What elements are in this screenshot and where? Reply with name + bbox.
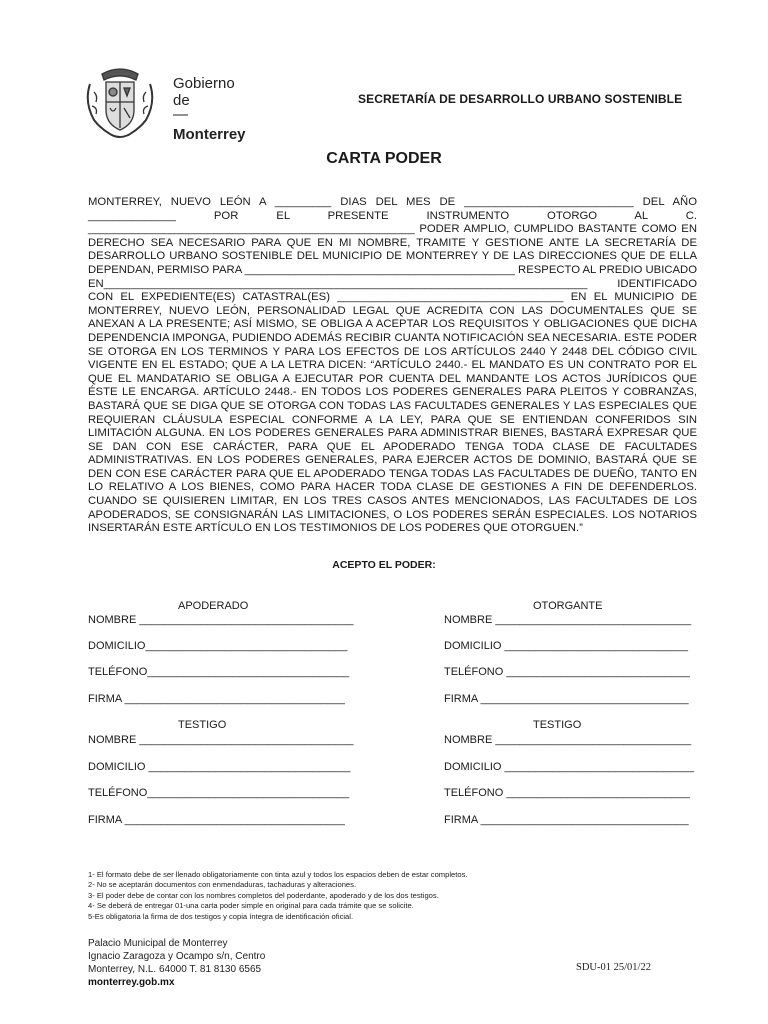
logo-line-monterrey: Monterrey <box>173 126 246 143</box>
otorgante-telefono-field[interactable]: TELÉFONO ______________________________ <box>444 666 690 678</box>
apoderado-firma-field[interactable]: FIRMA ____________________________________ <box>88 693 345 705</box>
monterrey-logo <box>80 62 246 143</box>
instructions-notes <box>88 870 468 922</box>
power-of-attorney-text: MONTERREY, NUEVO LEÓN A _________ DIAS DEL MES DE ___________________________ DEL AÑO ______________ POR EL PRESENTE INSTRUMENTO OTORGO AL C. ____________________________________________________ PODER AMPLIO, CUMPLIDO BASTANTE COMO EN DERECHO SEA NECESARIO PARA QUE EN MI NOMBRE, TRAMITE Y GESTIONE ANTE LA SECRETARÍA DE DESARROLLO URBANO SOSTENIBLE DEL MUNICIPIO DE MONTERREY Y DE LAS DIRECCIONES QUE DE ELLA DEPENDAN, PERMISO PARA ___________________________________________ RESPECTO AL PREDIO UBICADO EN_____________________________________________________________________________ IDENTIFICADO CON EL EXPEDIENTE(ES) CATASTRAL(ES) ____________________________________ EN EL MUNICIPIO DE MONTERREY, NUEVO LEÓN, PERSONALIDAD LEGAL QUE ACREDITA CON LAS DOCUMENTALES QUE SE ANEXAN A LA PRESENTE; ASÍ MISMO, SE OBLIGA A ACEPTAR LOS REQUISITOS Y OBLIGACIONES QUE DICHA DEPENDENCIA IMPONGA, PUDIENDO ADEMÁS RECIBIR CUANTA NOTIFICACIÓN SEA NECESARIA. ESTE PODER SE OTORGA EN LOS TERMINOS Y PARA LOS EFECTOS DE LOS ARTÍCULOS 2440 Y 2448 DEL CÓDIGO CIVIL VIGENTE EN EL ESTADO; QUE A LA LETRA DICEN: “ARTÍCULO 2440.- EL MANDATO ES UN CONTRATO POR EL QUE EL MANDATARIO SE OBLIGA A EJECUTAR POR CUENTA DEL MANDANTE LOS ACTOS JURÍDICOS QUE ÉSTE LE ENCARGA. ARTÍCULO 2448.- EN TODOS LOS PODERES GENERALES PARA PLEITOS Y COBRANZAS, BASTARÁ QUE SE DIGA QUE SE OTORGA CON TODAS LAS FACULTADES GENERALES Y LAS ESPECIALES QUE REQUIERAN CLÁUSULA ESPECIAL CONFORME A LA LEY, PARA QUE SE ENTIENDAN CONFERIDOS SIN LIMITACIÓN ALGUNA. EN LOS PODERES GENERALES PARA ADMINISTRAR BIENES, BASTARÁ EXPRESAR QUE SE DAN CON ESE CARÁCTER, PARA QUE EL APODERADO TENGA TODA CLASE DE FACULTADES ADMINISTRATIVAS. EN LOS PODERES GENERALES, PARA EJERCER ACTOS DE DOMINIO, BASTARÁ QUE SE DEN CON ESE CARÁCTER PARA QUE EL APODERADO TENGA TODAS LAS FACULTADES DE DUEÑO, TANTO EN LO RELATIVO A LOS BIENES, COMO PARA HACER TODA CLASE DE GESTIONES A FIN DE DEFENDERLOS. CUANDO SE QUISIEREN LIMITAR, EN LOS TRES CASOS ANTES MENCIONADOS, LAS FACULTADES DE LOS APODERADOS, SE CONSIGNARÁN LAS LIMITACIONES, O LOS PODERES SERÁN ESPECIALES. LOS NOTARIOS INSERTARÁN ESTE ARTÍCULO EN LOS TESTIMONIOS DE LOS PODERES QUE OTORGUEN.” <box>88 196 697 535</box>
testigo-left-domicilio-field[interactable]: DOMICILIO _________________________________ <box>88 761 351 773</box>
testigo-right-firma-field[interactable]: FIRMA __________________________________ <box>444 814 689 826</box>
otorgante-domicilio-field[interactable]: DOMICILIO ______________________________ <box>444 640 689 652</box>
note-item: 5-Es obligatoria la firma de dos testigos y copia íntegra de identificación oficial. <box>88 911 354 921</box>
note-item: 4- Se deberá de entregar 01-una carta poder simple en original para cada trámite que se solicite. <box>88 901 414 911</box>
footer-line-street: Ignacio Zaragoza y Ocampo s/n, Centro <box>88 951 266 962</box>
footer-line-city-phone: Monterrey, N.L. 64000 T. 81 8130 6565 <box>88 964 262 975</box>
apoderado-heading: APODERADO <box>178 600 249 612</box>
testigo-right-nombre-field[interactable]: NOMBRE ________________________________ <box>444 734 692 746</box>
testigo-left-heading: TESTIGO <box>178 719 227 731</box>
apoderado-telefono-field[interactable]: TELÉFONO_________________________________ <box>88 666 350 678</box>
logo-line-de: de <box>173 92 190 109</box>
footer-website-link[interactable]: monterrey.gob.mx <box>88 977 175 988</box>
note-item: 1- El formato debe de ser llenado obligatoriamente con tinta azul y todos los espacios deben de estar completos. <box>88 870 468 879</box>
document-title: CARTA PODER <box>326 150 442 167</box>
otorgante-heading: OTORGANTE <box>533 600 603 612</box>
note-item: 3- El poder debe de contar con los nombres completos del poderdante, apoderado y de los dos testigos. <box>88 890 439 900</box>
testigo-right-domicilio-field[interactable]: DOMICILIO _______________________________ <box>444 761 695 773</box>
department-name: SECRETARÍA DE DESARROLLO URBANO SOSTENIBLE <box>358 92 683 106</box>
testigo-left-nombre-field[interactable]: NOMBRE ___________________________________ <box>88 734 354 746</box>
testigo-right-telefono-field[interactable]: TELÉFONO ______________________________ <box>444 787 690 799</box>
logo-wordmark <box>173 75 246 143</box>
testigo-left-telefono-field[interactable]: TELÉFONO_________________________________ <box>88 787 350 799</box>
footer-address <box>88 937 265 989</box>
apoderado-domicilio-field[interactable]: DOMICILIO_________________________________ <box>88 640 348 652</box>
footer-line-palacio: Palacio Municipal de Monterrey <box>88 938 228 949</box>
testigo-left-firma-field[interactable]: FIRMA ____________________________________ <box>88 814 345 826</box>
logo-dash: — <box>173 106 188 123</box>
logo-line-gobierno: Gobierno <box>173 75 235 92</box>
testigo-right-heading: TESTIGO <box>533 719 582 731</box>
coat-of-arms-icon <box>80 62 160 142</box>
otorgante-firma-field[interactable]: FIRMA __________________________________ <box>444 693 689 705</box>
document-code: SDU-01 25/01/22 <box>576 962 651 973</box>
accept-heading: ACEPTO EL PODER: <box>332 559 436 571</box>
otorgante-nombre-field[interactable]: NOMBRE ________________________________ <box>444 614 692 626</box>
apoderado-nombre-field[interactable]: NOMBRE ___________________________________ <box>88 614 354 626</box>
note-item: 2- No se aceptarán documentos con enmendaduras, tachaduras y alteraciones. <box>88 880 357 890</box>
